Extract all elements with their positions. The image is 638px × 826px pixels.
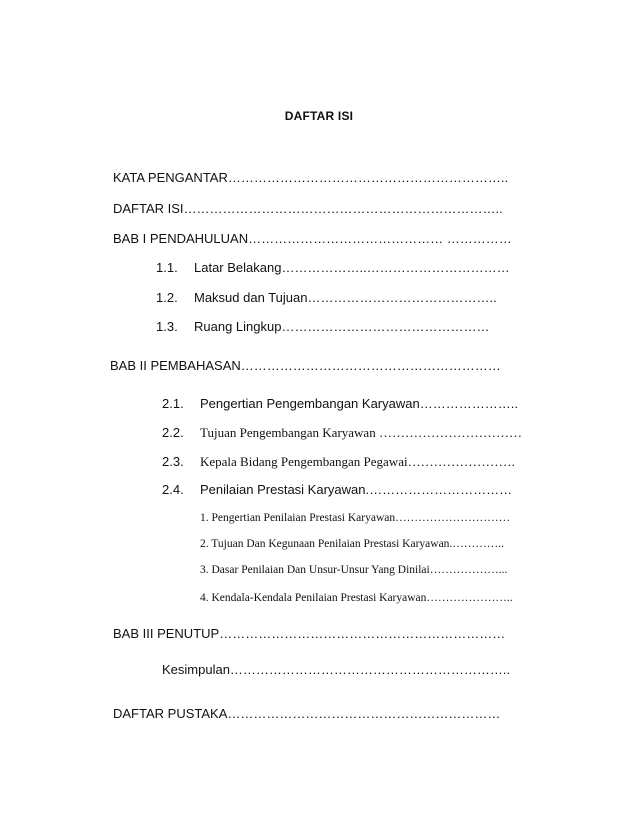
section-number: 2.1. [162,396,184,411]
toc-entry-kata-pengantar: KATA PENGANTAR……………………………………………………….. [113,170,509,185]
toc-entry-2-3: 2.3. Kepala Bidang Pengembangan Pegawai……………………. [162,454,515,469]
toc-entry-daftar-isi: DAFTAR ISI……………………………………………………………….. [113,201,503,216]
toc-entry-bab-1: BAB I PENDAHULUAN……………………………………… …………… [113,231,512,246]
toc-entry-bab-2: BAB II PEMBAHASAN…………………………………………………… [110,358,501,373]
toc-entry-bab-3: BAB III PENUTUP………………………………………………………… [113,626,506,641]
toc-subentry-1: 1. Pengertian Penilaian Prestasi Karyawan………………………… [200,512,511,524]
page-title: DAFTAR ISI [284,109,354,123]
toc-entry-1-2: 1.2. Maksud dan Tujuan…………………………………….. [156,290,497,305]
toc-entry-1-3: 1.3. Ruang Lingkup………………………………………… [156,319,490,334]
toc-subentry-3: 3. Dasar Penilaian Dan Unsur-Unsur Yang Dinilai………………... [200,564,508,576]
toc-entry-2-2: 2.2. Tujuan Pengembangan Karyawan …………………………… [162,425,522,440]
section-number: 1.3. [156,319,178,334]
toc-entry-daftar-pustaka: DAFTAR PUSTAKA……………………………………………………… [113,706,501,721]
toc-entry-kesimpulan: Kesimpulan……………………………………………………….. [162,662,511,677]
section-number: 1.2. [156,290,178,305]
toc-entry-2-4: 2.4. Penilaian Prestasi Karyawan.…………………………… [162,482,513,497]
toc-subentry-4: 4. Kendala-Kendala Penilaian Prestasi Karyawan………………….. [200,592,513,604]
toc-entry-1-1: 1.1. Latar Belakang………………..…………………………… [156,260,510,275]
toc-entry-2-1: 2.1. Pengertian Pengembangan Karyawan………………….. [162,396,518,411]
section-number: 2.2. [162,425,184,440]
section-number: 1.1. [156,260,178,275]
section-number: 2.3. [162,454,184,469]
toc-subentry-2: 2. Tujuan Dan Kegunaan Penilaian Prestasi Karyawan.………….. [200,538,505,550]
section-number: 2.4. [162,482,184,497]
